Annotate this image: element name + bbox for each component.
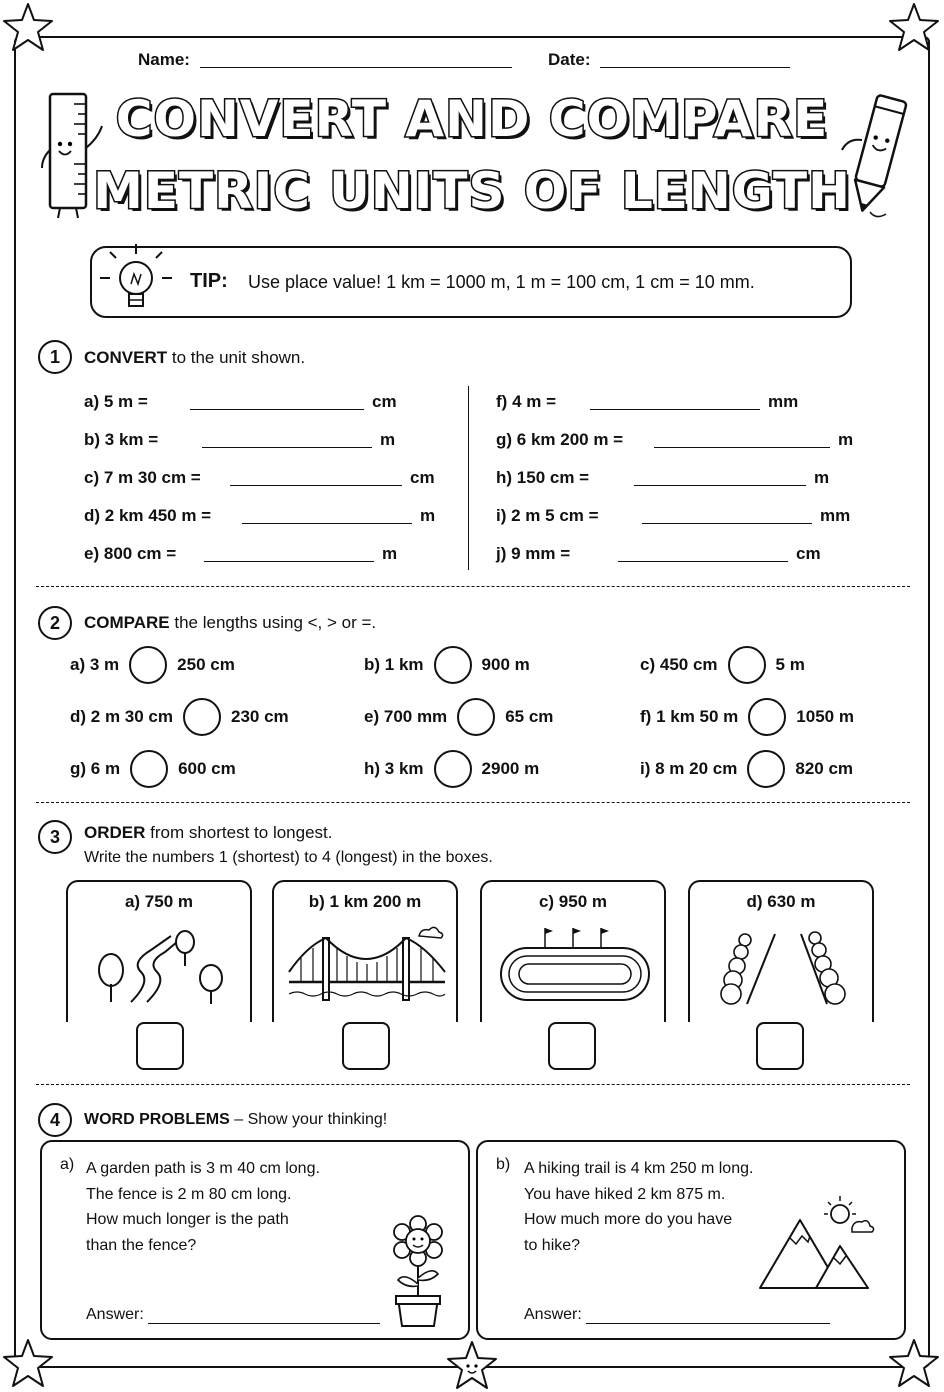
item-unit: mm [820, 506, 851, 525]
item-question: 2 km 450 m = [104, 506, 212, 525]
answer-row [86, 1306, 380, 1324]
section-divider [36, 802, 910, 803]
compare-left: 2 m 30 cm [90, 707, 174, 726]
date-label: Date: [548, 50, 591, 69]
compare-left: 450 cm [659, 655, 718, 674]
convert-item [496, 544, 821, 564]
order-box-c[interactable] [548, 1022, 596, 1070]
compare-circle[interactable] [748, 698, 786, 736]
compare-right: 5 m [775, 655, 805, 674]
compare-right: 900 m [481, 655, 530, 674]
item-letter: e) [84, 544, 100, 563]
compare-left: 700 mm [383, 707, 448, 726]
compare-item [70, 646, 235, 684]
item-letter: h) [496, 468, 513, 487]
item-unit: m [382, 544, 398, 563]
item-question: 800 cm = [103, 544, 177, 563]
section-number-4: 4 [38, 1103, 72, 1137]
convert-item [84, 392, 397, 412]
compare-circle[interactable] [434, 750, 472, 788]
order-card-c [480, 880, 666, 1022]
problem-letter: a) [60, 1156, 75, 1173]
convert-item [84, 430, 396, 450]
item-letter: i) [640, 759, 651, 778]
star-corner-icon [884, 1336, 944, 1392]
item-unit: m [380, 430, 396, 449]
compare-item [364, 750, 539, 788]
compare-item [640, 750, 853, 788]
mountains-icon [756, 1194, 886, 1294]
item-question: 9 mm = [511, 544, 571, 563]
item-letter: f) [496, 392, 508, 411]
bridge-icon [287, 922, 447, 1012]
section-number-3: 3 [38, 820, 72, 854]
compare-left: 8 m 20 cm [655, 759, 738, 778]
item-letter: h) [364, 759, 381, 778]
item-question: 3 km = [104, 430, 159, 449]
star-corner-icon [0, 1336, 60, 1392]
item-letter: f) [640, 707, 652, 726]
lightbulb-icon [96, 240, 176, 326]
title-line-2: METRIC UNITS OF LENGTH [93, 162, 851, 220]
section-2-title: COMPARE the lengths using <, > or =. [84, 613, 377, 632]
answer-label: Answer: [86, 1306, 144, 1323]
item-letter: e) [364, 707, 380, 726]
order-box-a[interactable] [136, 1022, 184, 1070]
item-question: 4 m = [512, 392, 557, 411]
item-letter: c) [84, 468, 100, 487]
star-corner-icon [884, 0, 944, 60]
item-letter: a) [84, 392, 100, 411]
item-question: 2 m 5 cm = [511, 506, 599, 525]
section-number-2: 2 [38, 606, 72, 640]
compare-left: 3 km [384, 759, 424, 778]
answer-field[interactable] [642, 506, 812, 524]
compare-right: 820 cm [795, 759, 854, 778]
item-letter: c) [640, 655, 656, 674]
compare-left: 3 m [89, 655, 120, 674]
smiling-star-icon [442, 1340, 502, 1392]
answer-field[interactable] [242, 506, 412, 524]
word-problem-a [40, 1140, 470, 1340]
item-unit: m [420, 506, 436, 525]
compare-circle[interactable] [130, 750, 168, 788]
order-card-a [66, 880, 252, 1022]
race-track-icon [495, 922, 655, 1012]
section-number-1: 1 [38, 340, 72, 374]
order-box-b[interactable] [342, 1022, 390, 1070]
item-letter: d) [70, 707, 87, 726]
answer-field[interactable] [586, 1306, 830, 1324]
convert-item [84, 506, 436, 526]
compare-item [640, 698, 854, 736]
title-line-1: CONVERT AND COMPARE [115, 90, 829, 148]
convert-item [496, 430, 854, 450]
compare-left: 1 km 50 m [656, 707, 739, 726]
compare-item [640, 646, 805, 684]
answer-row [524, 1306, 830, 1324]
problem-text: A garden path is 3 m 40 cm long. The fence is 2 m 80 cm long. How much longer is the path than the fence? [86, 1160, 320, 1254]
convert-item [496, 506, 851, 526]
section-3-title: ORDER from shortest to longest. [84, 823, 333, 842]
item-letter: g) [496, 430, 513, 449]
answer-field[interactable] [618, 544, 788, 562]
item-letter: j) [496, 544, 507, 563]
item-question: 150 cm = [516, 468, 590, 487]
answer-field[interactable] [204, 544, 374, 562]
compare-item [70, 698, 289, 736]
item-unit: mm [768, 392, 799, 411]
compare-right: 230 cm [231, 707, 289, 726]
item-unit: m [814, 468, 830, 487]
compare-item [70, 750, 236, 788]
item-letter: d) [84, 506, 101, 525]
problem-letter: b) [496, 1156, 511, 1173]
item-letter: i) [496, 506, 507, 525]
answer-field[interactable] [590, 392, 760, 410]
order-card-label: a) 750 m [124, 892, 194, 911]
item-letter: g) [70, 759, 87, 778]
convert-item [84, 544, 398, 564]
compare-item [364, 646, 530, 684]
convert-item [496, 392, 799, 412]
compare-circle[interactable] [129, 646, 167, 684]
item-question: 7 m 30 cm = [103, 468, 201, 487]
path-trees-icon [81, 922, 241, 1012]
item-unit: cm [796, 544, 821, 563]
name-field[interactable] [200, 50, 512, 68]
compare-right: 1050 m [796, 707, 854, 726]
compare-circle[interactable] [434, 646, 472, 684]
answer-field[interactable] [202, 430, 372, 448]
column-divider [468, 386, 469, 570]
compare-right: 2900 m [481, 759, 540, 778]
item-letter: b) [364, 655, 381, 674]
section-3-subtitle: Write the numbers 1 (shortest) to 4 (longest) in the boxes. [84, 849, 493, 866]
compare-right: 65 cm [505, 707, 554, 726]
star-corner-icon [0, 0, 60, 60]
order-card-b [272, 880, 458, 1022]
order-card-d [688, 880, 874, 1022]
word-problem-b [476, 1140, 906, 1340]
answer-field[interactable] [148, 1306, 380, 1324]
item-unit: m [838, 430, 854, 449]
convert-item [84, 468, 435, 488]
answer-field[interactable] [634, 468, 806, 486]
compare-right: 250 cm [177, 655, 235, 674]
name-label: Name: [138, 50, 190, 69]
item-letter: a) [70, 655, 86, 674]
answer-label: Answer: [524, 1306, 582, 1323]
problem-text: A hiking trail is 4 km 250 m long. You have hiked 2 km 875 m. How much more do you have to hike? [524, 1160, 754, 1254]
order-card-label: c) 950 m [538, 892, 608, 911]
compare-circle[interactable] [747, 750, 785, 788]
tip-label: TIP: [190, 270, 228, 292]
convert-item [496, 468, 830, 488]
flower-pot-icon [386, 1214, 450, 1330]
item-letter: b) [84, 430, 101, 449]
answer-field[interactable] [190, 392, 364, 410]
item-unit: cm [410, 468, 435, 487]
compare-right: 600 cm [178, 759, 236, 778]
compare-item [364, 698, 553, 736]
section-divider [36, 586, 910, 587]
section-1-title: CONVERT to the unit shown. [84, 348, 306, 367]
section-4-title: WORD PROBLEMS – Show your thinking! [84, 1111, 388, 1128]
compare-circle[interactable] [457, 698, 495, 736]
compare-circle[interactable] [728, 646, 766, 684]
item-unit: cm [372, 392, 397, 411]
compare-circle[interactable] [183, 698, 221, 736]
order-card-label: b) 1 km 200 m [308, 892, 422, 911]
compare-left: 6 m [90, 759, 121, 778]
road-bushes-icon [703, 922, 863, 1012]
compare-left: 1 km [384, 655, 424, 674]
date-field[interactable] [600, 50, 790, 68]
item-question: 5 m = [103, 392, 148, 411]
order-box-d[interactable] [756, 1022, 804, 1070]
answer-field[interactable] [230, 468, 402, 486]
answer-field[interactable] [654, 430, 830, 448]
item-question: 6 km 200 m = [516, 430, 624, 449]
tip-text: Use place value! 1 km = 1000 m, 1 m = 100 cm, 1 cm = 10 mm. [248, 272, 755, 292]
section-divider [36, 1084, 910, 1085]
order-card-label: d) 630 m [746, 892, 816, 911]
